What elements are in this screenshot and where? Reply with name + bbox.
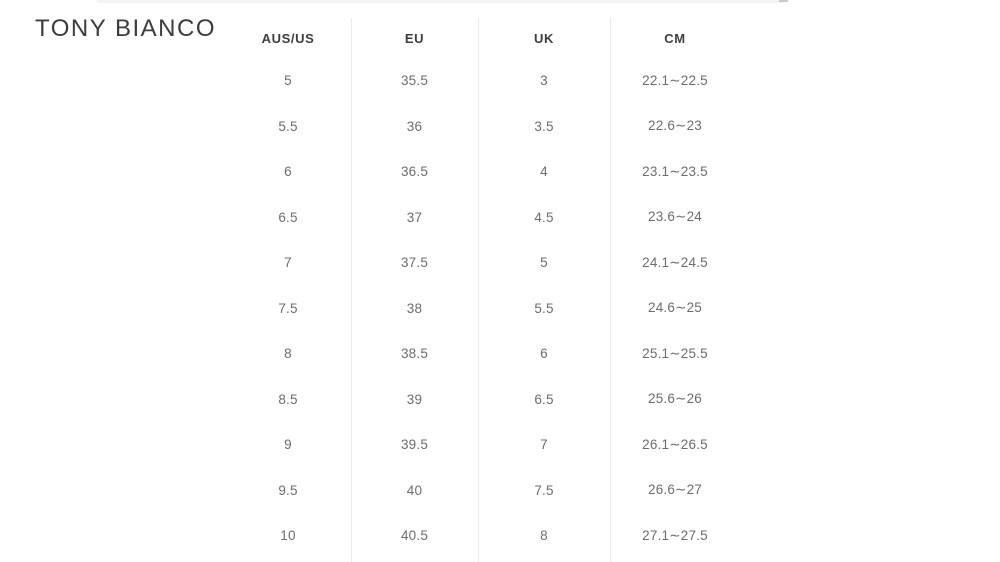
panel-top-edge [97, 0, 782, 3]
table-row [225, 104, 740, 150]
size-cell-uk: 6 [540, 346, 548, 362]
size-cell-cm: 25.1∼25.5 [642, 345, 708, 361]
size-cell-eu: 36.5 [400, 164, 429, 180]
size-cell-cm: 25.6∼26 [647, 391, 702, 407]
size-cell-aus-us: 8 [284, 346, 292, 362]
column-header-eu: EU [404, 30, 425, 46]
size-cell-cm: 22.6∼23 [647, 118, 702, 134]
brand-logo: TONY BIANCO [35, 15, 216, 42]
size-cell-uk: 3 [540, 73, 548, 89]
size-cell-eu: 40.5 [400, 528, 429, 544]
size-cell-eu: 38.5 [400, 346, 429, 362]
panel-top-edge-mark [779, 0, 788, 2]
column-header-uk: UK [534, 30, 554, 46]
size-cell-cm: 27.1∼27.5 [642, 527, 708, 543]
size-cell-aus-us: 10 [280, 528, 296, 544]
size-cell-cm: 23.6∼24 [647, 209, 702, 225]
table-row [225, 240, 740, 286]
size-cell-aus-us: 7.5 [278, 300, 298, 316]
table-row [225, 58, 740, 104]
size-cell-aus-us: 6.5 [278, 209, 298, 225]
size-cell-aus-us: 8.5 [278, 391, 298, 407]
size-cell-aus-us: 9 [284, 437, 292, 453]
size-cell-aus-us: 6 [284, 164, 292, 180]
table-row [225, 286, 740, 332]
size-cell-eu: 37 [406, 209, 423, 225]
size-cell-aus-us: 5 [284, 73, 292, 89]
size-cell-uk: 3.5 [534, 118, 554, 134]
table-row [225, 195, 740, 241]
size-cell-uk: 4.5 [534, 209, 554, 225]
size-cell-eu: 36 [406, 118, 423, 134]
table-row [225, 377, 740, 423]
column-header-cm: CM [664, 30, 686, 46]
size-cell-eu: 40 [406, 482, 423, 498]
column-divider [351, 18, 352, 562]
size-cell-uk: 7 [540, 437, 548, 453]
column-divider [610, 18, 611, 562]
size-chart-table [225, 18, 740, 562]
size-cell-uk: 5 [540, 255, 548, 271]
size-cell-uk: 4 [540, 164, 548, 180]
size-cell-cm: 22.1∼22.5 [642, 72, 708, 88]
size-cell-uk: 6.5 [534, 391, 554, 407]
size-cell-uk: 5.5 [534, 300, 554, 316]
column-divider [478, 18, 479, 562]
size-cell-cm: 24.1∼24.5 [642, 254, 708, 270]
size-cell-cm: 26.1∼26.5 [642, 436, 708, 452]
table-row [225, 149, 740, 195]
table-row [225, 331, 740, 377]
size-cell-cm: 23.1∼23.5 [642, 163, 708, 179]
size-cell-uk: 8 [540, 528, 548, 544]
size-cell-uk: 7.5 [534, 482, 554, 498]
size-cell-eu: 35.5 [400, 73, 429, 89]
size-cell-cm: 24.6∼25 [647, 300, 702, 316]
table-row [225, 468, 740, 514]
size-cell-eu: 37.5 [400, 255, 429, 271]
size-cell-eu: 39 [406, 391, 423, 407]
size-cell-cm: 26.6∼27 [647, 482, 702, 498]
table-row [225, 513, 740, 559]
column-header-aus-us: AUS/US [261, 30, 315, 46]
size-rows [225, 58, 740, 559]
size-cell-aus-us: 5.5 [278, 118, 298, 134]
size-cell-eu: 39.5 [400, 437, 429, 453]
table-row [225, 422, 740, 468]
table-header-row [225, 18, 740, 58]
size-cell-aus-us: 7 [284, 255, 292, 271]
size-cell-aus-us: 9.5 [278, 482, 298, 498]
size-cell-eu: 38 [406, 300, 423, 316]
